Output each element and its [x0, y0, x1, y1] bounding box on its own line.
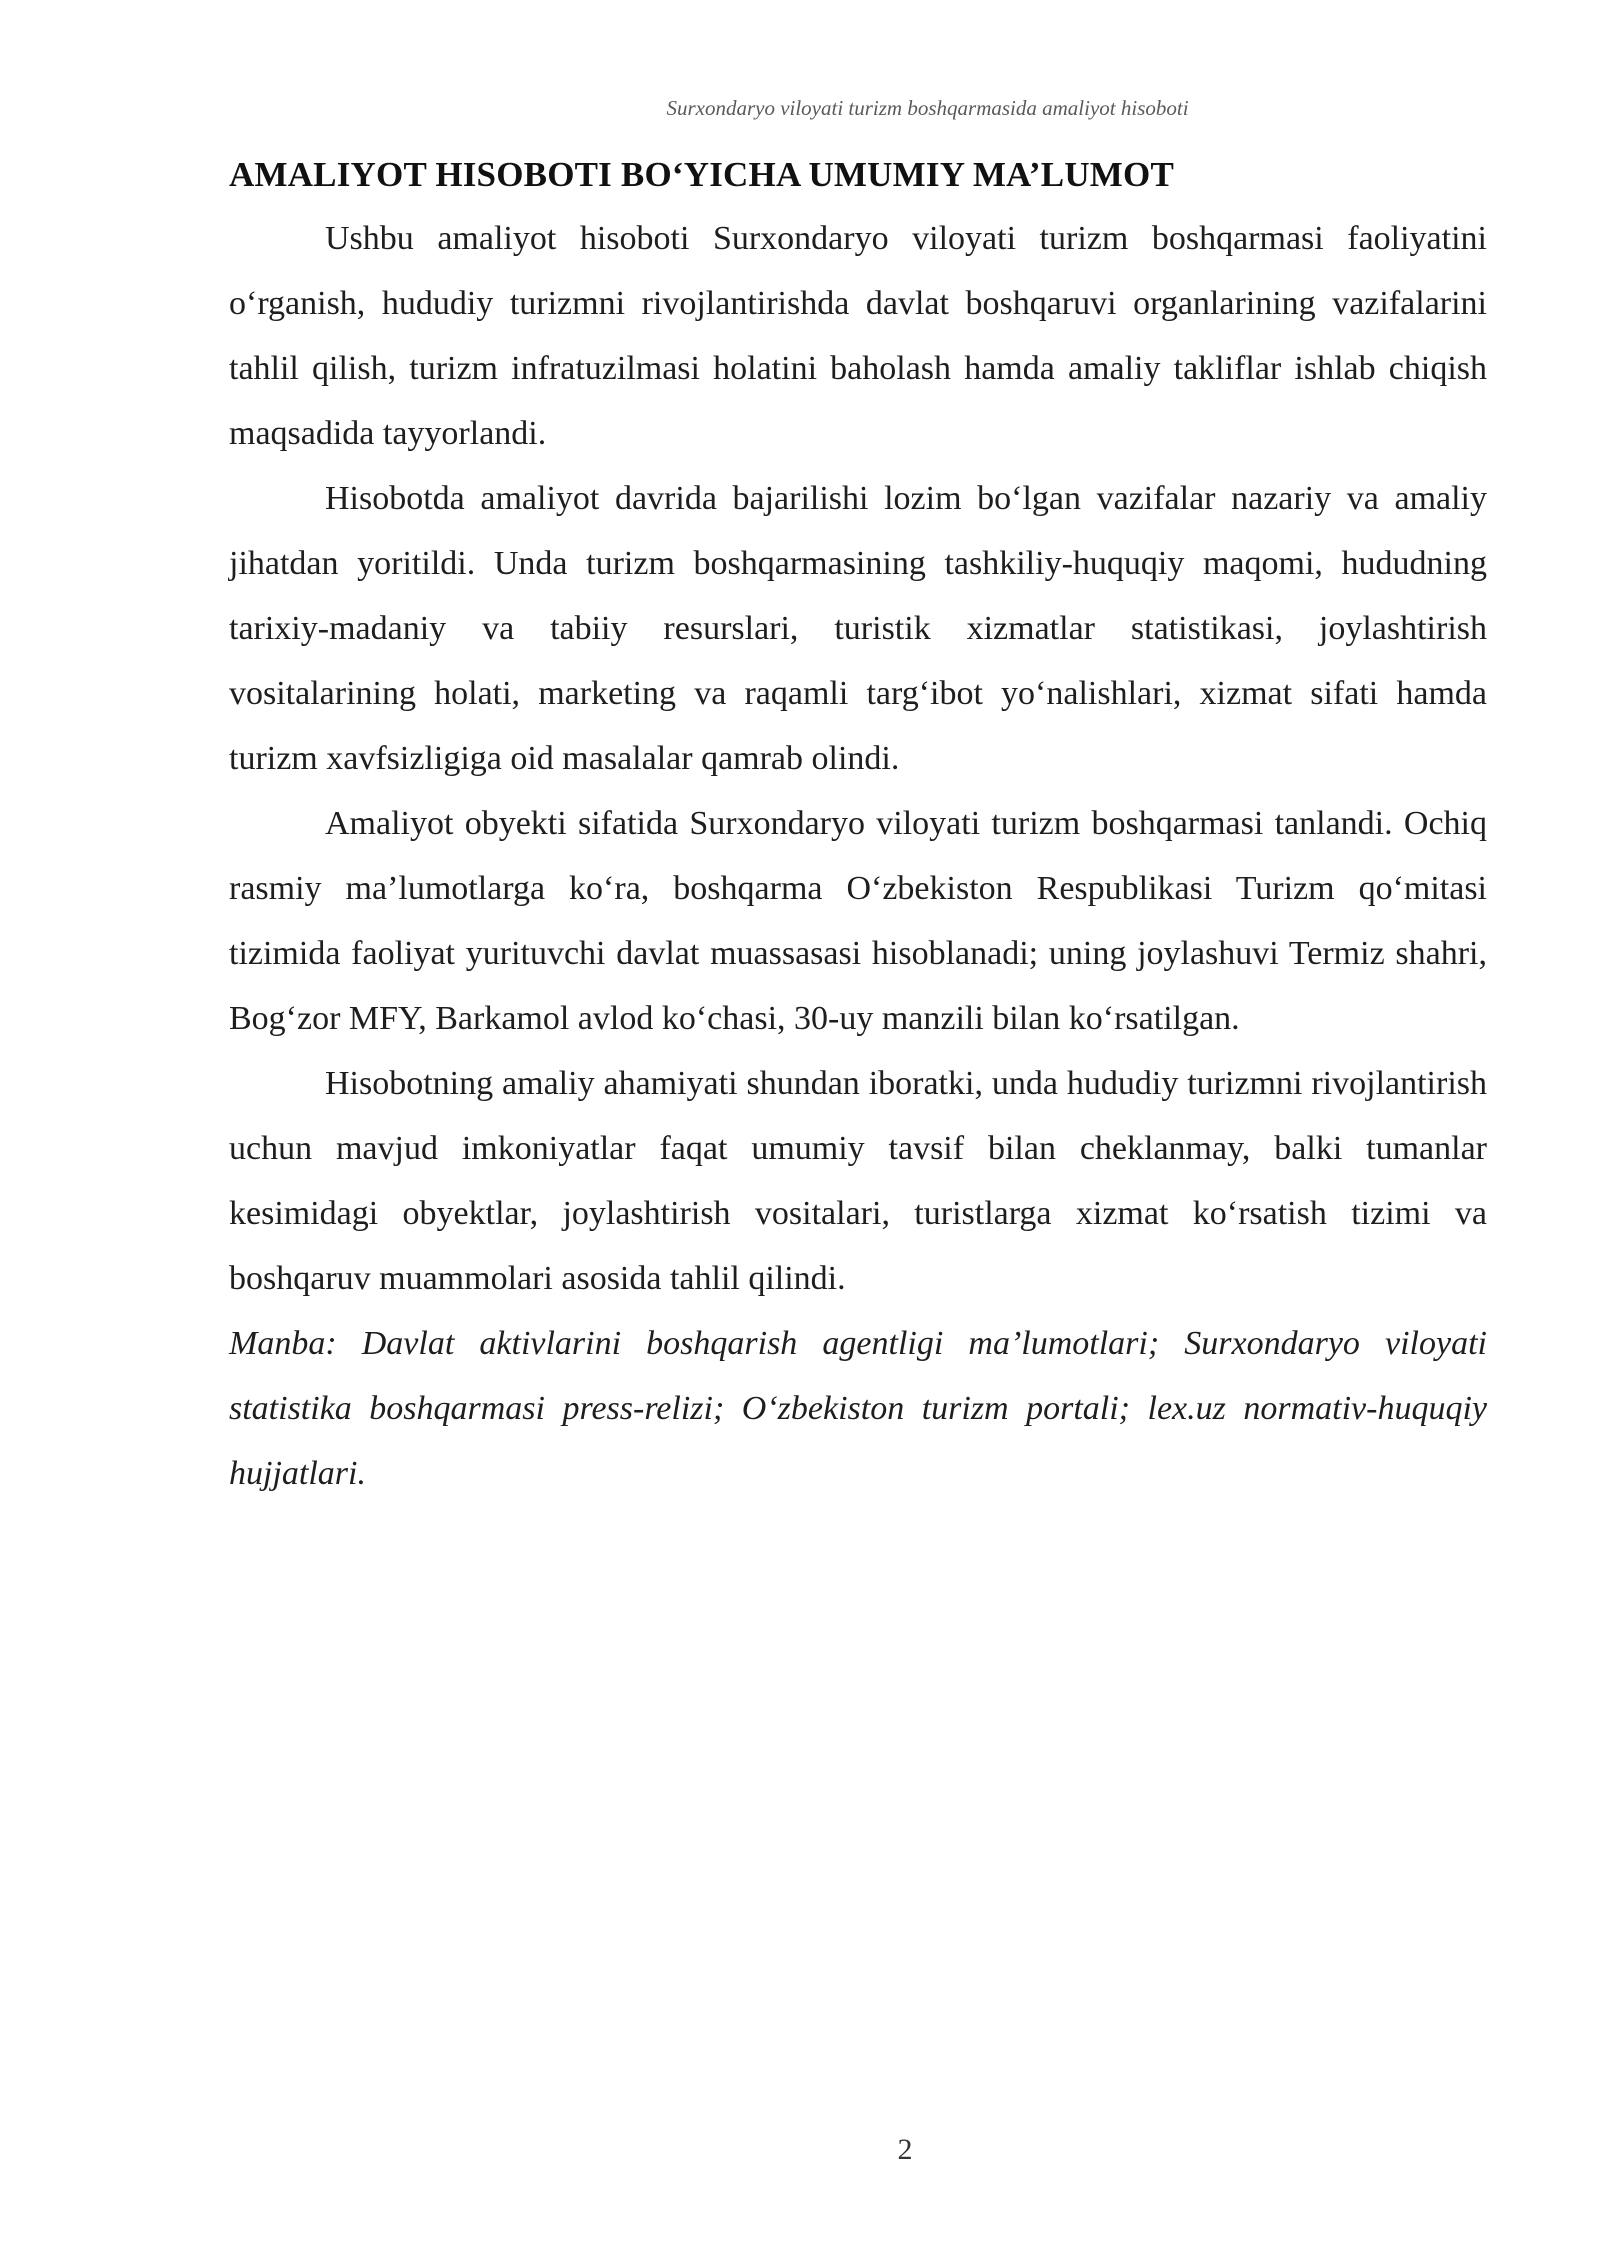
running-header: Surxondaryo viloyati turizm boshqarmasida amaliyot hisoboti — [666, 96, 1189, 120]
source-note: Manba: Davlat aktivlarini boshqarish agentligi ma’lumotlari; Surxondaryo viloyati statistika boshqarmasi press-relizi; O‘zbekiston turizm portali; lex.uz normativ-huquqiy hujjatlari. — [229, 1325, 1487, 1492]
section-heading: AMALIYOT HISOBOTI BO‘YICHA UMUMIY MA’LUMOT — [229, 155, 1175, 194]
paragraph-significance: Hisobotning amaliy ahamiyati shundan iboratki, unda hududiy turizmni rivojlantirish uchun mavjud imkoniyatlar faqat umumiy tavsif bilan cheklanmay, balki tumanlar kesimidagi obyektlar, joylashtirish vositalari, turistlarga xizmat ko‘rsatish tizimi va boshqaruv muammolari asosida tahlil qilindi. — [229, 1065, 1487, 1297]
page-content — [229, 150, 1487, 1506]
paragraph-scope: Hisobotda amaliyot davrida bajarilishi lozim bo‘lgan vazifalar nazariy va amaliy jihatdan yoritildi. Unda turizm boshqarmasining tashkiliy-huquqiy maqomi, hududning tarixiy-madaniy va tabiiy resurslari, turistik xizmatlar statistikasi, joylashtirish vositalarining holati, marketing va raqamli targ‘ibot yo‘nalishlari, xizmat sifati hamda turizm xavfsizligiga oid masalalar qamrab olindi. — [229, 480, 1487, 777]
page-number: 2 — [897, 2133, 913, 2166]
paragraph-purpose: Ushbu amaliyot hisoboti Surxondaryo viloyati turizm boshqarmasi faoliyatini o‘rganish, hududiy turizmni rivojlantirishda davlat boshqaruvi organlarining vazifalarini tahlil qilish, turizm infratuzilmasi holatini baholash hamda amaliy takliflar ishlab chiqish maqsadida tayyorlandi. — [229, 220, 1487, 452]
paragraph-object: Amaliyot obyekti sifatida Surxondaryo viloyati turizm boshqarmasi tanlandi. Ochiq rasmiy ma’lumotlarga ko‘ra, boshqarma O‘zbekiston Respublikasi Turizm qo‘mitasi tizimida faoliyat yurituvchi davlat muassasasi hisoblanadi; uning joylashuvi Termiz shahri, Bog‘zor MFY, Barkamol avlod ko‘chasi, 30-uy manzili bilan ko‘rsatilgan. — [229, 805, 1487, 1037]
